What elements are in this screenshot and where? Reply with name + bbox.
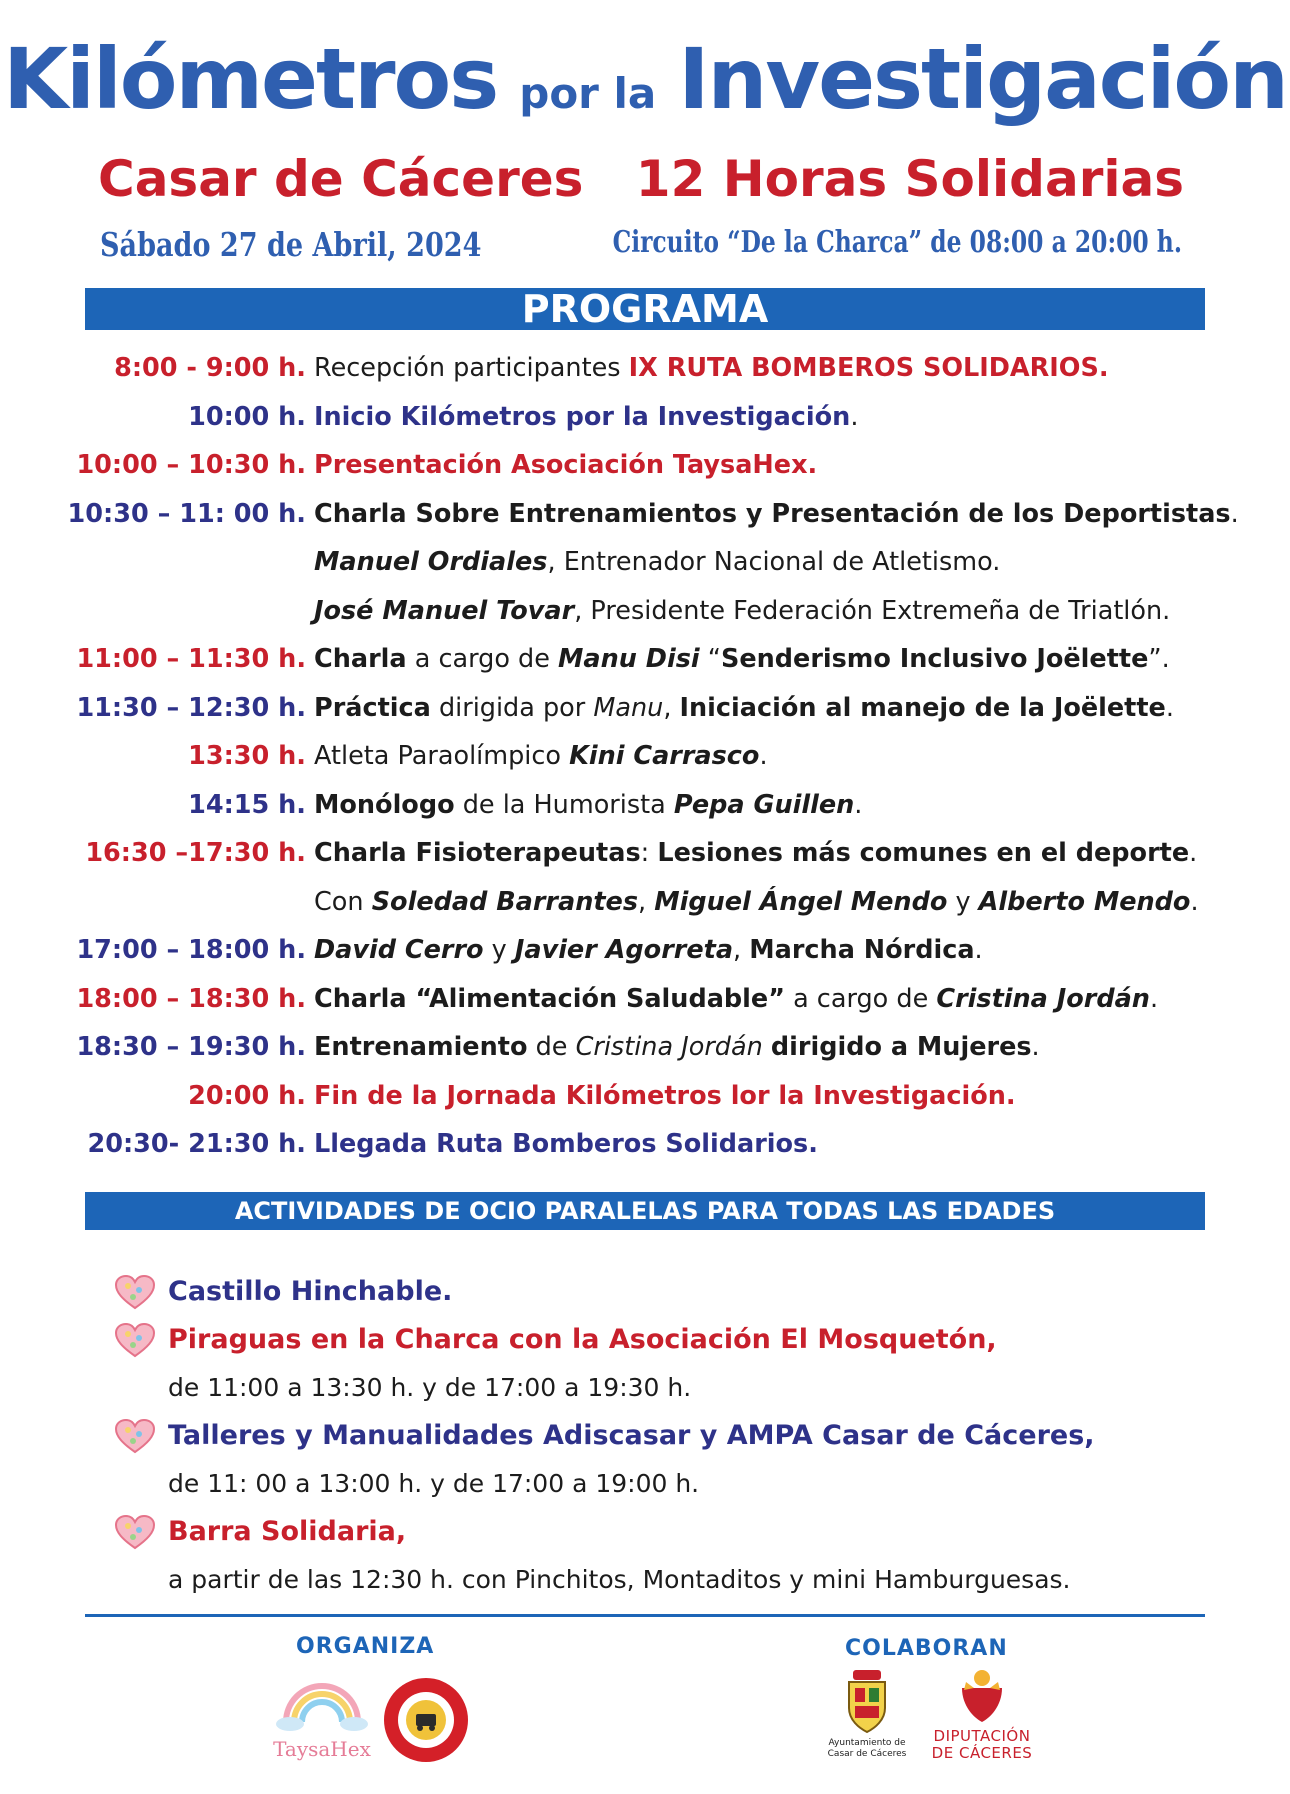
activity-detail: de 11:00 a 13:30 h. y de 17:00 a 19:30 h. <box>168 1373 692 1402</box>
schedule-time: 8:00 - 9:00 h. <box>114 353 306 383</box>
colaboran-label: COLABORAN <box>845 1636 1008 1661</box>
heart-icon <box>114 1418 156 1454</box>
schedule-row <box>0 781 1290 830</box>
schedule-row <box>0 1120 1290 1169</box>
activities-banner: ACTIVIDADES DE OCIO PARALELAS PARA TODAS LAS EDADES <box>85 1192 1205 1230</box>
diputacion-logo <box>930 1668 1034 1780</box>
schedule-description: Charla Sobre Entrenamientos y Presentación de los Deportistas. <box>314 498 1239 529</box>
activity-title: Castillo Hinchable. <box>168 1276 453 1307</box>
schedule-row <box>0 344 1290 393</box>
activity-detail-row <box>0 1460 1290 1508</box>
activity-item <box>0 1268 1290 1316</box>
schedule-description: José Manuel Tovar, Presidente Federación Extremeña de Triatlón. <box>314 595 1171 626</box>
schedule-row <box>0 490 1290 539</box>
schedule-description: Charla Fisioterapeutas: Lesiones más comunes en el deporte. <box>314 838 1198 868</box>
footer-divider <box>85 1614 1205 1617</box>
schedule-description: Recepción participantes IX RUTA BOMBEROS SOLIDARIOS. <box>314 353 1109 383</box>
schedule-row <box>0 878 1290 927</box>
coat-of-arms-icon <box>845 1668 889 1734</box>
circuit-info: Circuito “De la Charca” de 08:00 a 20:00 h. <box>612 225 1182 260</box>
ayuntamiento-logo <box>812 1668 922 1780</box>
location-heading: Casar de Cáceres <box>98 150 584 208</box>
activity-item <box>0 1412 1290 1460</box>
schedule-row <box>0 926 1290 975</box>
title-word-investigacion: Investigación <box>678 30 1287 128</box>
schedule-time: 11:00 – 11:30 h. <box>76 644 306 674</box>
activity-detail-row <box>0 1364 1290 1412</box>
title-por-la: por la <box>519 69 657 118</box>
activities-list <box>0 1268 1290 1604</box>
schedule-time: 16:30 –17:30 h. <box>85 838 306 868</box>
schedule-description: Monólogo de la Humorista Pepa Guillen. <box>314 789 863 820</box>
organiza-label: ORGANIZA <box>296 1634 435 1659</box>
schedule-description: Inicio Kilómetros por la Investigación. <box>314 401 859 432</box>
diputacion-line2: DE CÁCERES <box>931 1744 1033 1762</box>
schedule-row <box>0 441 1290 490</box>
activity-detail: a partir de las 12:30 h. con Pinchitos, Montaditos y mini Hamburguesas. <box>168 1565 1071 1594</box>
schedule-description: Con Soledad Barrantes, Miguel Ángel Mendo y Alberto Mendo. <box>314 886 1199 917</box>
schedule-description: Práctica dirigida por Manu, Iniciación al manejo de la Joëlette. <box>314 692 1174 723</box>
schedule-time: 14:15 h. <box>188 789 306 820</box>
ayuntamiento-line1: Ayuntamiento de <box>828 1738 906 1748</box>
schedule-time: 20:00 h. <box>188 1080 306 1111</box>
diputacion-emblem-icon <box>952 1668 1012 1724</box>
activity-title: Barra Solidaria, <box>168 1516 407 1547</box>
main-title <box>0 30 1290 128</box>
schedule-time: 17:00 – 18:00 h. <box>76 935 306 965</box>
schedule-row <box>0 732 1290 781</box>
schedule-description: Manuel Ordiales, Entrenador Nacional de Atletismo. <box>314 547 1001 577</box>
schedule-description: Presentación Asociación TaysaHex. <box>314 450 818 480</box>
event-date: Sábado 27 de Abril, 2024 <box>100 225 482 264</box>
firefighter-badge-icon <box>382 1676 470 1764</box>
schedule-time: 13:30 h. <box>188 741 306 771</box>
schedule-description: Charla “Alimentación Saludable” a cargo de Cristina Jordán. <box>314 983 1159 1014</box>
activity-title: Talleres y Manualidades Adiscasar y AMPA Casar de Cáceres, <box>168 1420 1095 1451</box>
schedule-description: Fin de la Jornada Kilómetros lor la Investigación. <box>314 1080 1016 1111</box>
schedule-time: 18:00 – 18:30 h. <box>76 983 306 1014</box>
diputacion-line1: DIPUTACIÓN <box>933 1727 1031 1745</box>
schedule-row <box>0 1072 1290 1121</box>
schedule-time: 10:00 – 10:30 h. <box>76 450 306 480</box>
schedule-time: 10:00 h. <box>188 401 306 432</box>
heart-icon <box>114 1514 156 1550</box>
schedule-time: 18:30 – 19:30 h. <box>76 1032 306 1062</box>
schedule-list <box>0 344 1290 1169</box>
taysahex-logo <box>268 1672 376 1762</box>
schedule-row <box>0 587 1290 636</box>
activity-detail: de 11: 00 a 13:00 h. y de 17:00 a 19:00 h. <box>168 1469 700 1498</box>
bomberos-solidarios-logo <box>382 1676 470 1764</box>
schedule-row <box>0 635 1290 684</box>
schedule-row <box>0 684 1290 733</box>
schedule-description: Llegada Ruta Bomberos Solidarios. <box>314 1129 818 1159</box>
heart-icon <box>114 1322 156 1358</box>
rainbow-icon <box>268 1672 376 1734</box>
taysahex-wordmark: TaysaHex <box>273 1737 371 1761</box>
activity-title: Piraguas en la Charca con la Asociación El Mosquetón, <box>168 1324 997 1355</box>
schedule-row <box>0 393 1290 442</box>
schedule-description: Atleta Paraolímpico Kini Carrasco. <box>314 741 768 771</box>
schedule-row <box>0 1023 1290 1072</box>
schedule-description: Entrenamiento de Cristina Jordán dirigido a Mujeres. <box>314 1032 1040 1062</box>
activity-item <box>0 1508 1290 1556</box>
schedule-row <box>0 975 1290 1024</box>
heart-icon <box>114 1274 156 1310</box>
schedule-row <box>0 829 1290 878</box>
schedule-description: David Cerro y Javier Agorreta, Marcha Nórdica. <box>314 935 983 965</box>
schedule-description: Charla a cargo de Manu Disi “Senderismo Inclusivo Joëlette”. <box>314 644 1170 674</box>
schedule-time: 10:30 – 11: 00 h. <box>67 498 306 529</box>
event-heading: 12 Horas Solidarias <box>635 150 1184 208</box>
ayuntamiento-line2: Casar de Cáceres <box>827 1749 907 1759</box>
schedule-row <box>0 538 1290 587</box>
schedule-time: 20:30- 21:30 h. <box>87 1129 306 1159</box>
schedule-time: 11:30 – 12:30 h. <box>76 692 306 723</box>
title-word-kilometros: Kilómetros <box>3 30 498 128</box>
programa-banner: PROGRAMA <box>85 288 1205 330</box>
activity-item <box>0 1316 1290 1364</box>
activity-detail-row <box>0 1556 1290 1604</box>
